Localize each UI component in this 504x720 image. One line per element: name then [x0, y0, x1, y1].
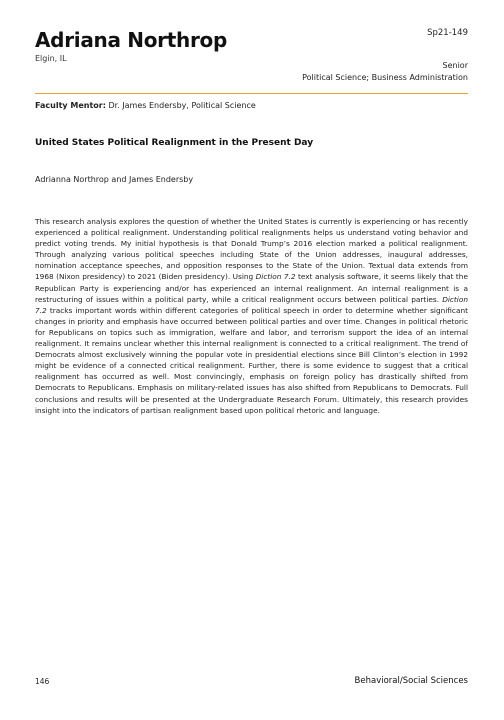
page-number: 146 [35, 677, 50, 686]
software-name: Diction 7.2 [35, 294, 468, 315]
faculty-mentor [35, 101, 256, 110]
abstract-title: United States Political Realignment in the Present Day [35, 138, 314, 148]
abstract-authors: Adrianna Northrop and James Endersby [35, 175, 194, 184]
class-level: Senior [442, 61, 468, 70]
abstract-text-1: This research analysis explores the question of whether the United States is currently is experiencing or has recently experienced a political realignment. Understanding political realignments helps us understand voting behavior and predict voting trends. My initial hypothesis is that Donald Trump’s 2016 election marked a political realignment. Through analyzing various political speeches including State of the Union addresses, inaugural addresses, nomination acceptance speeches, and opposition responses to the State of the Union. Textual data extends from 1968 (Nixon presidency) to 2021 (Biden presidency). Using [35, 217, 468, 282]
student-majors: Political Science; Business Administration [302, 73, 468, 82]
header-divider [35, 93, 468, 94]
faculty-mentor-name: Dr. James Endersby, Political Science [105, 101, 256, 110]
software-name: Diction 7.2 [255, 272, 296, 282]
abstract-text-3: tracks important words within different categories of political speech in order to determine whether significant changes in priority and emphasis have occurred between political parties and over time. Changes in political rhetoric for Republicans on topics such as immigration, welfare and labor, and terrorism support the idea of an internal realignment. It remains unclear whether this internal realignment is connected to a critical realignment. The trend of Democrats almost exclusively winning the popular vote in presidential elections since Bill Clinton’s election in 1992 might be evidence of a connected critical realignment. Further, there is some evidence to suggest that a critical realignment has occurred as well. Most convincingly, emphasis on foreign policy has drastically shifted from Democrats to Republicans. Emphasis on military-related issues has also shifted from Republicans to Democrats. Full conclusions and results will be presented at the Undergraduate Research Forum. Ultimately, this research provides insight into the indicators of partisan realignment based upon political rhetoric and language. [35, 305, 468, 415]
abstract-code: Sp21-149 [427, 28, 468, 38]
section-name: Behavioral/Social Sciences [354, 676, 468, 686]
faculty-mentor-label: Faculty Mentor: [35, 101, 106, 110]
student-name: Adriana Northrop [35, 28, 227, 52]
student-location: Elgin, IL [35, 54, 67, 63]
abstract-body [35, 216, 468, 416]
abstract-text-2: text analysis software, it seems likely that the Republican Party is experiencing and/or has experienced an internal realignment. An internal realignment is a restructuring of issues within a political party, while a critical realignment occurs between political parties. [35, 272, 468, 304]
